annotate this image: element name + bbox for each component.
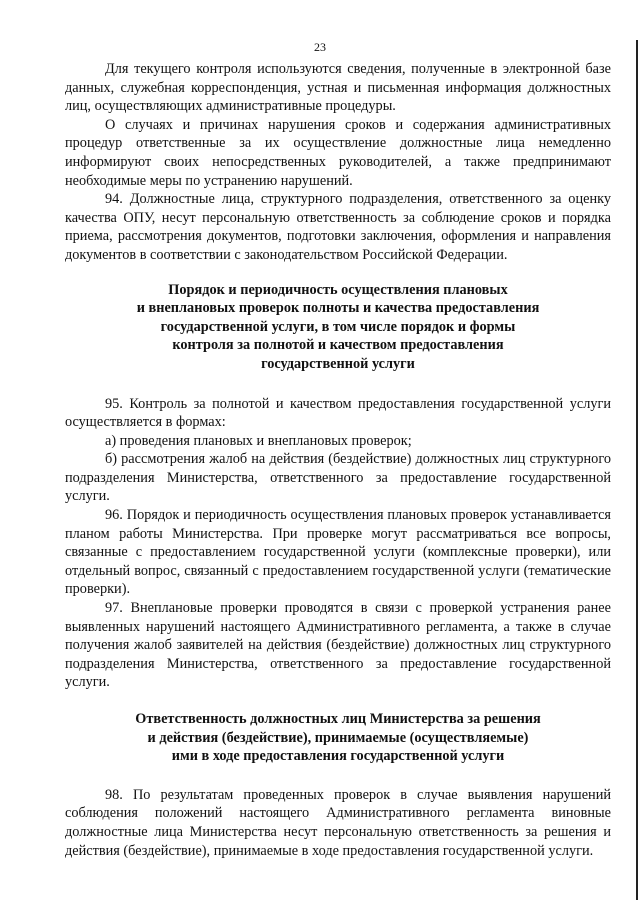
document-body xyxy=(65,60,611,860)
heading-line: государственной услуги, в том числе порядок и формы xyxy=(160,318,516,335)
paragraph-95b: б) рассмотрения жалоб на действия (бездействие) должностных лиц структурного подразделения Министерства, ответственного за предоставление государственной услуги. xyxy=(65,451,611,505)
paragraph-96: 96. Порядок и периодичность осуществления плановых проверок устанавливается планом работы Министерства. При проверке могут рассматриваться все вопросы, связанные с предоставлением государственной услуги (комплексные проверки), или отдельный вопрос, связанный с предоставлением государственной услуги (тематические проверки). xyxy=(65,507,611,598)
paragraph-97: 97. Внеплановые проверки проводятся в связи с проверкой устранения ранее выявленных нарушений настоящего Административного регламента, а также в случае получения жалоб заявителей на действия (бездействие) должностных лиц структурного подразделения Министерства, ответственного за предоставление государственной услуги. xyxy=(65,600,611,691)
paragraph-94: 94. Должностные лица, структурного подразделения, ответственного за оценку качества ОПУ, несут персональную ответственность за соблюдение сроков и порядка приема, рассмотрения документов, подготовки заключения, оформления и направления документов в соответствии с законодательством Российской Федерации. xyxy=(65,191,611,263)
heading-line: ими в ходе предоставления государственной услуги xyxy=(171,748,505,765)
paragraph-95a: а) проведения плановых и внеплановых проверок; xyxy=(105,432,412,449)
section-heading-inspections xyxy=(65,281,611,374)
heading-line: государственной услуги xyxy=(261,355,415,372)
heading-line: контроля за полнотой и качеством предоставления xyxy=(172,337,504,354)
page-number: 23 xyxy=(314,40,326,54)
paragraph-violations: О случаях и причинах нарушения сроков и содержания административных процедур ответственные за их осуществление должностные лица немедленно информируют своих непосредственных руководителей, а также предпринимают необходимые меры по устранению нарушений. xyxy=(65,116,611,189)
heading-line: и действия (бездействие), принимаемые (осуществляемые) xyxy=(147,729,529,746)
heading-line: Порядок и периодичность осуществления плановых xyxy=(168,281,508,298)
paragraph-current-control: Для текущего контроля используются сведения, полученные в электронной базе данных, служебная корреспонденция, устная и письменная информация должностных лиц, осуществляющих административные процедуры. xyxy=(65,61,611,115)
heading-line: Ответственность должностных лиц Министерства за решения xyxy=(135,711,541,727)
paragraph-95: 95. Контроль за полнотой и качеством предоставления государственной услуги осуществляется в формах: xyxy=(65,395,611,431)
section-heading-responsibility xyxy=(65,710,611,766)
heading-line: и внеплановых проверок полноты и качества предоставления xyxy=(136,300,540,317)
paragraph-98: 98. По результатам проведенных проверок в случае выявления нарушений соблюдения положений настоящего Административного регламента виновные должностные лица Министерства несут персональную ответственность за решения и действия (бездействие), принимаемые в ходе предоставления государственной услуги. xyxy=(65,786,611,859)
scan-edge-line xyxy=(636,40,638,900)
